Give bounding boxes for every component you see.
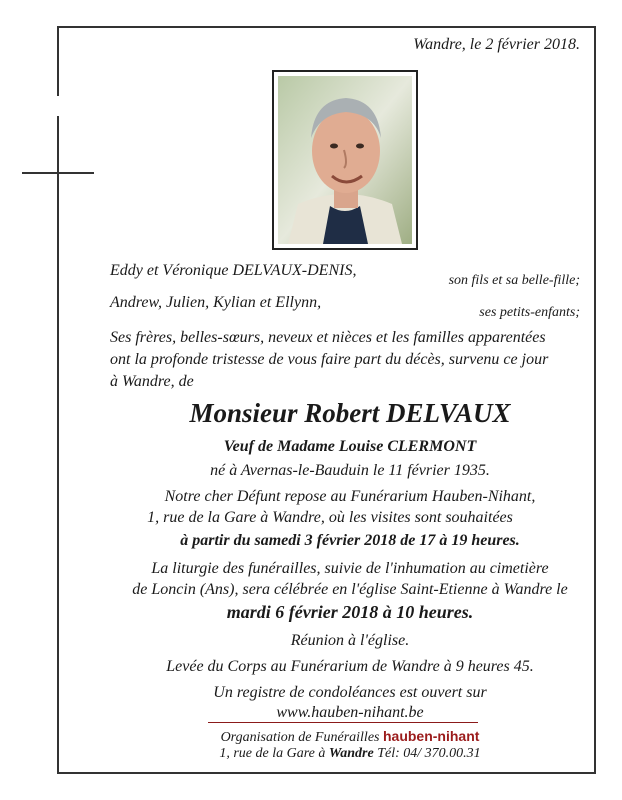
organizer-separator	[208, 722, 478, 723]
deceased-name: Monsieur Robert DELVAUX	[189, 398, 511, 428]
announcement-line: Ses frères, belles-sœurs, neveux et nièces et les familles apparentées	[110, 329, 546, 346]
cross-vertical-bottom	[57, 116, 59, 774]
organizer-label: Organisation de Funérailles	[220, 730, 380, 745]
frame-bottom-border	[57, 772, 596, 774]
register-note: Un registre de condoléances est ouvert sur	[213, 684, 487, 701]
funeral-time-text: mardi 6 février 2018 à 10 heures	[226, 602, 469, 622]
visitation-time-text: à partir du samedi 3 février 2018 de 17 à 19 heures	[180, 532, 516, 549]
visitation-line-2: 1, rue de la Gare à Wandre, où les visites sont souhaitées	[147, 509, 513, 526]
deceased-birth: né à Avernas-le-Bauduin le 11 février 1935.	[210, 462, 490, 479]
portrait-image	[278, 76, 412, 244]
register-url[interactable]: www.hauben-nihant.be	[276, 704, 424, 721]
visitation-line-1: Notre cher Défunt repose au Funérarium Hauben-Nihant,	[164, 488, 536, 505]
funeral-time: mardi 6 février 2018 à 10 heures.	[226, 602, 474, 622]
removal-note: Levée du Corps au Funérarium de Wandre à 9 heures 45.	[166, 658, 534, 675]
organizer-brand-logo: hauben-nihant	[382, 728, 480, 744]
frame-top-border	[57, 26, 595, 28]
organizer-address-line	[100, 746, 600, 762]
funeral-line-2: de Loncin (Ans), sera célébrée en l'église Saint-Etienne à Wandre le	[132, 581, 568, 598]
organizer-line	[100, 728, 600, 746]
funeral-line-1: La liturgie des funérailles, suivie de l'inhumation au cimetière	[151, 560, 549, 577]
notice-date: Wandre, le 2 février 2018.	[413, 36, 580, 53]
gathering-note: Réunion à l'église.	[290, 632, 410, 649]
organizer-town: Wandre	[328, 746, 374, 761]
deceased-spouse: Veuf de Madame Louise CLERMONT	[223, 438, 477, 455]
family-grandchildren-relation: ses petits-enfants;	[479, 305, 580, 320]
organizer-phone: Tél: 04/ 370.00.31	[377, 746, 481, 761]
family-son-names: Eddy et Véronique DELVAUX-DENIS,	[110, 262, 357, 279]
visitation-time: à partir du samedi 3 février 2018 de 17 à 19 heures.	[180, 532, 520, 549]
family-son-relation: son fils et sa belle-fille;	[448, 273, 580, 288]
cross-horizontal-bar	[22, 172, 94, 174]
organizer-address: 1, rue de la Gare à	[219, 746, 326, 761]
announcement-line: ont la profonde tristesse de vous faire part du décès, survenu ce jour	[110, 351, 549, 368]
announcement-text	[110, 327, 580, 393]
family-grandchildren-names: Andrew, Julien, Kylian et Ellynn,	[110, 294, 322, 311]
portrait-photo	[272, 70, 418, 250]
announcement-line: à Wandre, de	[110, 373, 194, 390]
cross-vertical-top	[57, 26, 59, 96]
